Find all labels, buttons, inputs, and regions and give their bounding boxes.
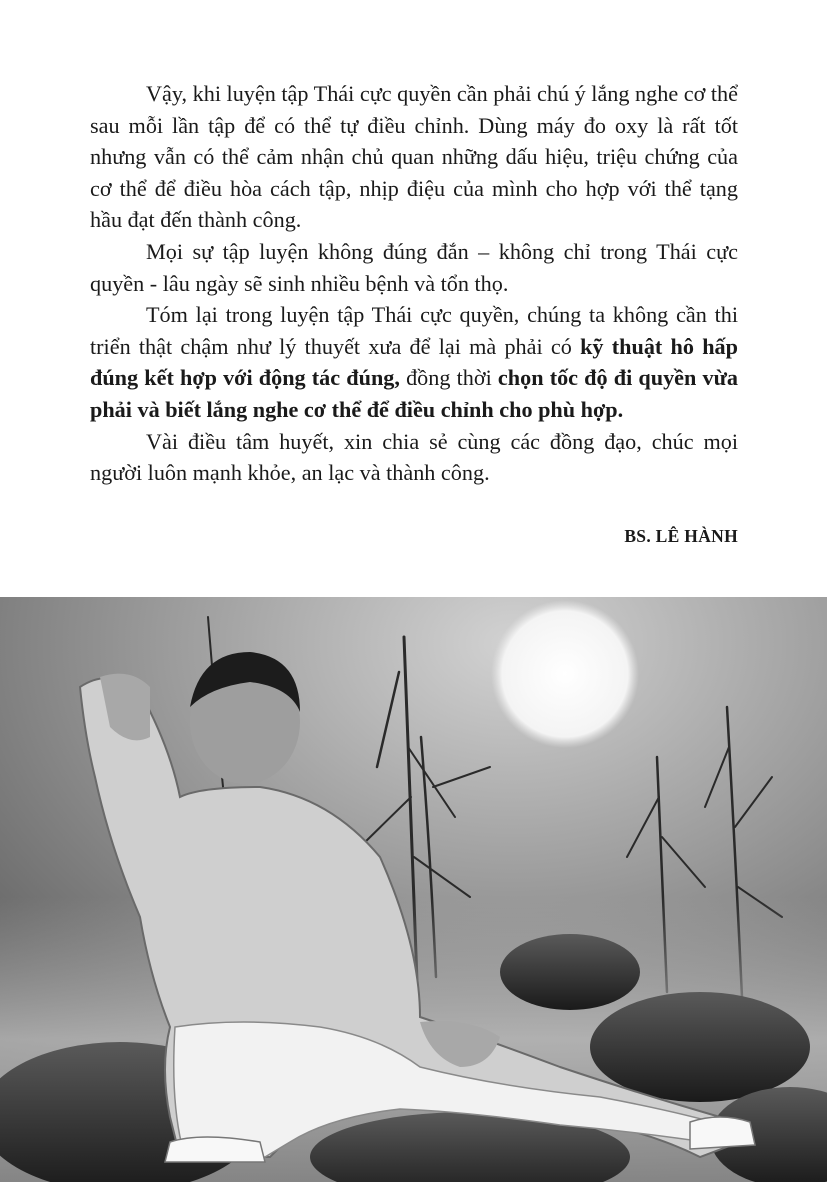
author-signature: BS. LÊ HÀNH: [624, 526, 738, 546]
article-body: [90, 78, 738, 489]
paragraph-1-text: Vậy, khi luyện tập Thái cực quyền cần phải chú ý lắng nghe cơ thể sau mỗi lần tập để có thể tự điều chỉnh. Dùng máy đo oxy là rất tốt nhưng vẫn có thể cảm nhận chủ quan những dấu hiệu, triệu chứng của cơ thể để điều hòa cách tập, nhịp điệu của mình cho hợp với thể tạng hầu đạt đến thành công.: [90, 81, 738, 233]
paragraph-3-bold-a: kỹ thuật hô hấp đúng kết hợp với động tác đúng,: [90, 333, 738, 391]
moon: [491, 600, 639, 748]
paragraph-3-bold-b: chọn tốc độ đi quyền vừa phải và biết lắng nghe cơ thể để điều chỉnh cho phù hợp.: [90, 365, 739, 422]
paragraph-4: [90, 426, 738, 489]
paragraph-1: [90, 78, 738, 236]
paragraph-3-text-b: đồng thời: [399, 365, 498, 391]
paragraph-4-text: Vài điều tâm huyết, xin chia sẻ cùng các đồng đạo, chúc mọi người luôn mạnh khỏe, an lạc và thành công.: [90, 428, 738, 486]
paragraph-2-text: Mọi sự tập luyện không đúng đắn – không chỉ trong Thái cực quyền - lâu ngày sẽ sinh nhiều bệnh và tổn thọ.: [90, 238, 738, 296]
paragraph-3: [90, 299, 738, 425]
paragraph-3-text-a: Tóm lại trong luyện tập Thái cực quyền, chúng ta không cần thi triển thật chậm như lý thuyết xưa để lại mà phải có: [90, 302, 738, 359]
tai-chi-photo: [0, 597, 827, 1182]
paragraph-2: [90, 236, 738, 299]
